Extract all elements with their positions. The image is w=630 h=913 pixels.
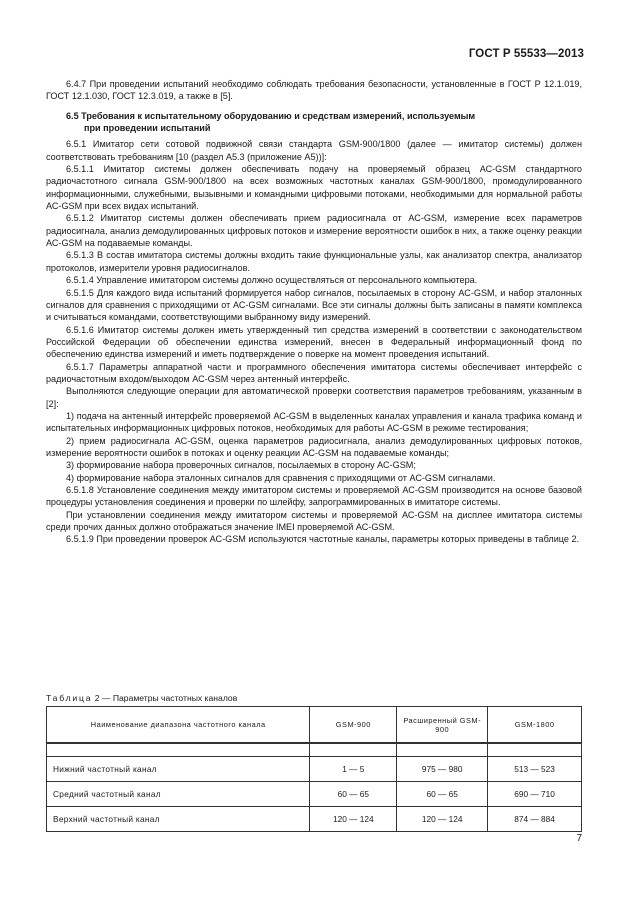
table-header-row [47, 707, 582, 744]
paragraph-6-5-1-5: 6.5.1.5 Для каждого вида испытаний формируется набор сигналов, посылаемых в сторону АС-GSM, и набор эталонных сигналов для сравнения с приходящими от АС-GSM сигналами. Все эти сигналы должны быть записаны в памяти комплекса и считываться командами, соответствующими выбранному виду измерений. [46, 287, 582, 323]
header-gsm-900: GSM-900 [310, 707, 397, 744]
paragraph-6-5-1-8: 6.5.1.8 Установление соединения между имитатором системы и проверяемой АС-GSM производится на основе базовой процедуры установления соединения и проверки по шлейфу, запрограммированных в имитаторе системы. [46, 485, 582, 508]
paragraph-6-5-1-1: 6.5.1.1 Имитатор системы должен обеспечивать подачу на проверяемый образец АС-GSM стандартного радиочастотного сигнала GSM-900/1800 на всех возможных частотных каналах GSM-900/1800, промодулированного информационными, служебными, вызывными и командными цифровыми потоками, необходимыми для нормальной работы АС-GSM при всех видах испытаний. [46, 164, 582, 212]
cell-extended-gsm-900: 120 — 124 [397, 807, 488, 832]
list-item-1: 1) подача на антенный интерфейс проверяемой АС-GSM в выделенных каналах управления и канала трафика команд и испытательных информационных цифровых потоков, необходимых для работы АС-GSM в режиме тестирования; [46, 410, 582, 434]
cell-extended-gsm-900: 975 — 980 [397, 757, 488, 782]
paragraph-6-5-1-3: 6.5.1.3 В состав имитатора системы должны входить такие функциональные узлы, как анализатор спектра, анализатор протоколов, измерители уровня радиосигналов. [46, 250, 582, 273]
section-heading-line-1: 6.5 Требования к испытательному оборудованию и средствам измерений, используемым [66, 110, 476, 121]
paragraph-6-5-1-6: 6.5.1.6 Имитатор системы должен иметь утвержденный тип средства измерений в соответствии с законодательством Российской Федерации об обеспечении единства измерений, внесен в Федеральный информационный фонд по обеспечению единства измерений и иметь подтверждение о поверке на момент проведения испытаний. [46, 324, 582, 360]
cell-gsm-1800: 874 — 884 [488, 807, 582, 832]
table-caption [46, 693, 237, 703]
paragraph-6-5-1-7: 6.5.1.7 Параметры аппаратной части и программного обеспечения имитатора системы обеспечивает интерфейс с радиочастотным входом/выходом АС-GSM через антенный интерфейс. [46, 361, 582, 384]
header-band-name: Наименование диапазона частотного канала [47, 707, 310, 744]
cell-gsm-1800: 513 — 523 [488, 757, 582, 782]
section-heading-6-5 [46, 110, 582, 135]
document-body [46, 78, 582, 546]
row-label: Средний частотный канал [47, 782, 310, 807]
header-gsm-1800: GSM-1800 [488, 707, 582, 744]
standard-number: ГОСТ Р 55533—2013 [468, 48, 584, 60]
paragraph-6-4-7: 6.4.7 При проведении испытаний необходимо соблюдать требования безопасности, установленные в ГОСТ Р 12.1.019, ГОСТ 12.1.030, ГОСТ 12.3.019, а также в [5]. [46, 79, 582, 102]
table-spacer-row [47, 743, 582, 757]
row-label: Нижний частотный канал [47, 757, 310, 782]
paragraph-6-5-1-9: 6.5.1.9 При проведении проверок АС-GSM используются частотные каналы, параметры которых приведены в таблице 2. [66, 534, 580, 545]
table-caption-text: 2 — Параметры частотных каналов [94, 693, 238, 703]
paragraph-connection-imei: При установлении соединения между имитатором системы и проверяемой АС-GSM на дисплее имитатора системы среди прочих данных должно отображаться значение IMEI проверяемой АС-GSM. [46, 509, 582, 533]
list-item-4: 4) формирование набора эталонных сигналов для сравнения с приходящими от АС-GSM сигналами. [66, 472, 496, 483]
table-caption-word: Таблица [46, 693, 93, 703]
table-row [47, 757, 582, 782]
paragraph-6-5-1-2: 6.5.1.2 Имитатор системы должен обеспечивать прием радиосигнала от АС-GSM, измерение всех параметров радиосигнала, анализ демодулированных цифровых потоков и измерение вероятности ошибок в них, а также оценку реакции АС-GSM на подаваемые команды. [46, 213, 582, 249]
frequency-channels-table [46, 706, 582, 832]
cell-gsm-900: 60 — 65 [310, 782, 397, 807]
table-row [47, 782, 582, 807]
row-label: Верхний частотный канал [47, 807, 310, 832]
header-extended-gsm-900: Расширенный GSM-900 [397, 707, 488, 744]
cell-extended-gsm-900: 60 — 65 [397, 782, 488, 807]
section-heading-line-2: при проведении испытаний [84, 123, 211, 134]
list-item-2: 2) прием радиосигнала АС-GSM, оценка параметров радиосигнала, анализ демодулированных цифровых потоков, измерение вероятности ошибок в потоках и оценку реакции АС-GSM на подаваемые команды; [46, 435, 582, 458]
list-item-3: 3) формирование набора проверочных сигналов, посылаемых в сторону АС-GSM; [66, 460, 416, 471]
cell-gsm-900: 1 — 5 [310, 757, 397, 782]
paragraph-6-5-1: 6.5.1 Имитатор сети сотовой подвижной связи стандарта GSM-900/1800 (далее — имитатор системы) должен соответствовать требованиям [10 (раздел А5.3 (приложение А5))]: [46, 139, 582, 162]
table-row [47, 807, 582, 832]
paragraph-6-5-1-4: 6.5.1.4 Управление имитатором системы должно осуществляться от персонального компьютера. [66, 275, 478, 286]
paragraph-operations-intro: Выполняются следующие операции для автоматической проверки соответствия параметров требованиям, указанным в [2]: [46, 386, 582, 409]
cell-gsm-900: 120 — 124 [310, 807, 397, 832]
cell-gsm-1800: 690 — 710 [488, 782, 582, 807]
page-number: 7 [576, 833, 582, 844]
